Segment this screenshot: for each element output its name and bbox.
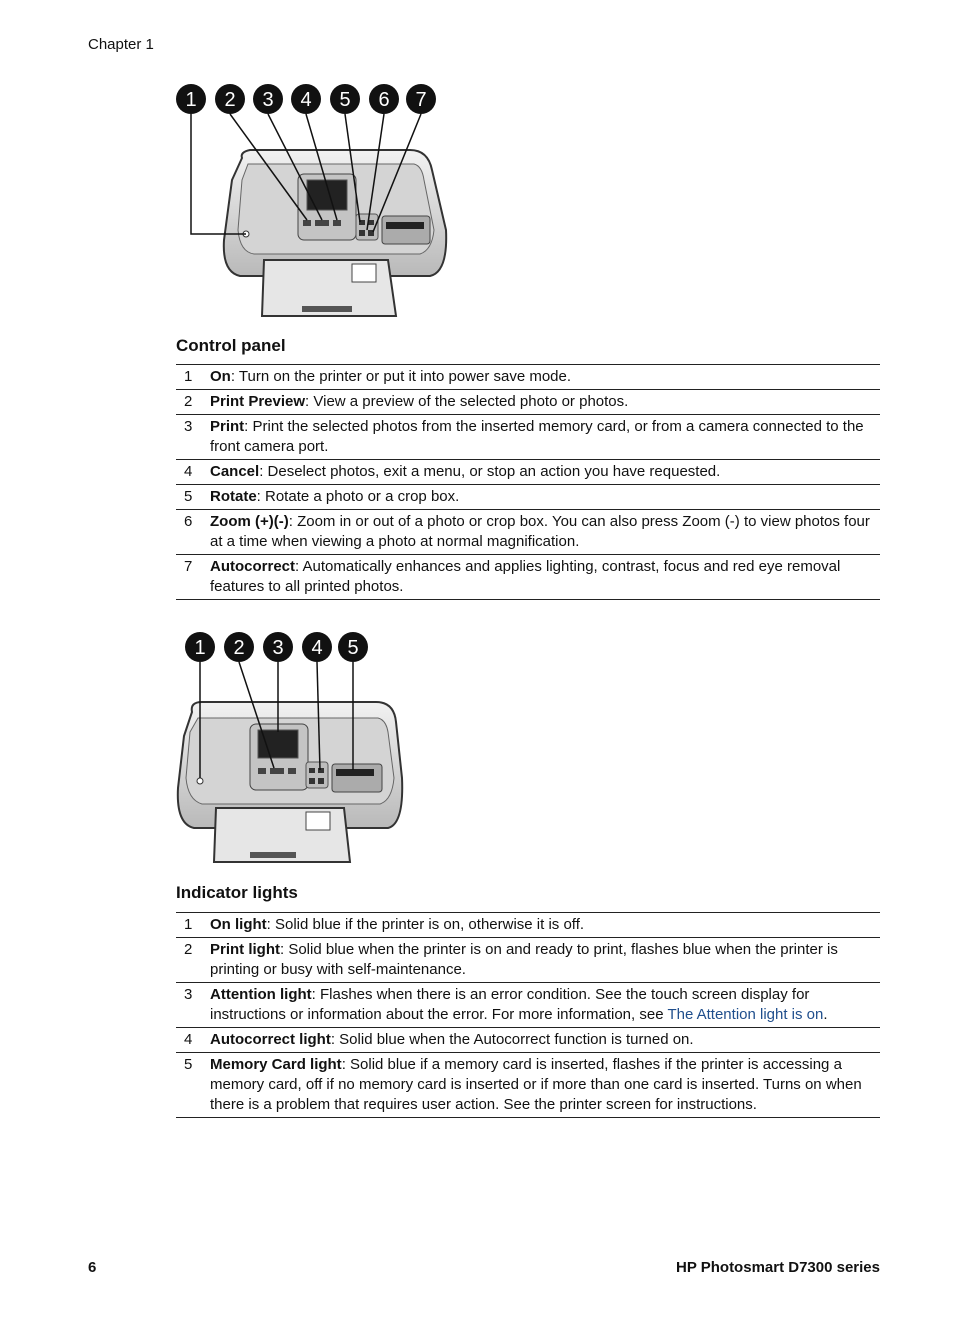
callout-badges (176, 84, 436, 114)
item-description (210, 415, 880, 460)
table-row (176, 390, 880, 415)
item-text-after: . (823, 1006, 828, 1023)
item-text: : Solid blue when the Autocorrect function is turned on. (330, 1031, 694, 1048)
callout-2: 2 (224, 89, 236, 111)
table-row (176, 510, 880, 555)
table-row (176, 415, 880, 460)
callout-4: 4 (311, 637, 323, 659)
item-term: On light (210, 916, 267, 933)
item-term: Autocorrect light (210, 1031, 331, 1048)
item-description (210, 1053, 880, 1118)
callout-2: 2 (233, 637, 245, 659)
item-number: 1 (176, 365, 210, 390)
item-number: 5 (176, 1053, 210, 1118)
callout-5: 5 (339, 89, 351, 111)
item-term: Print Preview (210, 393, 306, 410)
item-number: 2 (176, 390, 210, 415)
control-panel-heading: Control panel (176, 336, 286, 355)
control-panel-table (176, 364, 880, 600)
page-number: 6 (88, 1259, 97, 1276)
item-term: Print light (210, 941, 280, 958)
table-row (176, 938, 880, 983)
table-row (176, 913, 880, 938)
item-term: On (210, 368, 231, 385)
item-number: 4 (176, 1028, 210, 1053)
item-term: Rotate (210, 488, 257, 505)
item-term: Attention light (210, 986, 312, 1003)
callout-4: 4 (300, 89, 312, 111)
item-number: 6 (176, 510, 210, 555)
table-row (176, 555, 880, 600)
item-description (210, 983, 880, 1028)
item-description (210, 938, 880, 983)
callout-3: 3 (272, 637, 284, 659)
item-number: 3 (176, 983, 210, 1028)
table-row (176, 1053, 880, 1118)
item-text: : Rotate a photo or a crop box. (256, 488, 460, 505)
item-term: Print (210, 418, 245, 435)
item-text: : Automatically enhances and applies lighting, contrast, focus and red eye removal features to all printed photos. (210, 558, 841, 595)
table-row (176, 983, 880, 1028)
item-term: Zoom (+)(-) (210, 513, 289, 530)
item-text: : Solid blue when the printer is on and ready to print, flashes blue when the printer is printing or busy with self-maintenance. (210, 941, 838, 978)
item-number: 1 (176, 913, 210, 938)
table-row (176, 365, 880, 390)
item-description (210, 555, 880, 600)
item-text: : View a preview of the selected photo or photos. (305, 393, 629, 410)
item-term: Cancel (210, 463, 260, 480)
indicator-lights-heading: Indicator lights (176, 883, 298, 902)
table-row (176, 1028, 880, 1053)
item-number: 2 (176, 938, 210, 983)
callout-6: 6 (378, 89, 390, 111)
callout-1: 1 (185, 89, 197, 111)
indicator-lights-figure (170, 628, 410, 868)
item-description (210, 485, 880, 510)
item-term: Autocorrect (210, 558, 296, 575)
chapter-header: Chapter 1 (88, 36, 154, 53)
item-description (210, 913, 880, 938)
item-description (210, 460, 880, 485)
item-description (210, 510, 880, 555)
item-term: Memory Card light (210, 1056, 342, 1073)
item-number: 3 (176, 415, 210, 460)
footer-product-title: HP Photosmart D7300 series (676, 1259, 880, 1276)
item-text: : Solid blue if the printer is on, otherwise it is off. (266, 916, 585, 933)
table-row (176, 460, 880, 485)
cross-reference-link[interactable]: The Attention light is on (667, 1006, 824, 1023)
indicator-lights-table (176, 912, 880, 1118)
item-text: : Flashes when there is an error condition. See the touch screen display for instructions or information about the error. For more information, see (210, 986, 810, 1023)
item-text: : Zoom in or out of a photo or crop box. You can also press Zoom (-) to view photos four at a time when viewing a photo at normal magnification. (210, 513, 870, 550)
item-text: : Turn on the printer or put it into power save mode. (230, 368, 572, 385)
item-text: : Solid blue if a memory card is inserted, flashes if the printer is accessing a memory card, off if no memory card is inserted or if more than one card is inserted. Turns on when there is a problem that requires user action. See the printer screen for instructions. (210, 1056, 862, 1113)
item-text: : Print the selected photos from the inserted memory card, or from a camera connected to the front camera port. (210, 418, 864, 455)
item-description (210, 390, 880, 415)
callout-badges (185, 632, 368, 662)
item-number: 4 (176, 460, 210, 485)
item-description (210, 1028, 880, 1053)
item-description (210, 365, 880, 390)
control-panel-figure (170, 80, 460, 320)
table-row (176, 485, 880, 510)
callout-5: 5 (347, 637, 359, 659)
item-number: 7 (176, 555, 210, 600)
callout-1: 1 (194, 637, 206, 659)
callout-7: 7 (415, 89, 427, 111)
item-text: : Deselect photos, exit a menu, or stop an action you have requested. (259, 463, 721, 480)
callout-3: 3 (262, 89, 274, 111)
item-number: 5 (176, 485, 210, 510)
